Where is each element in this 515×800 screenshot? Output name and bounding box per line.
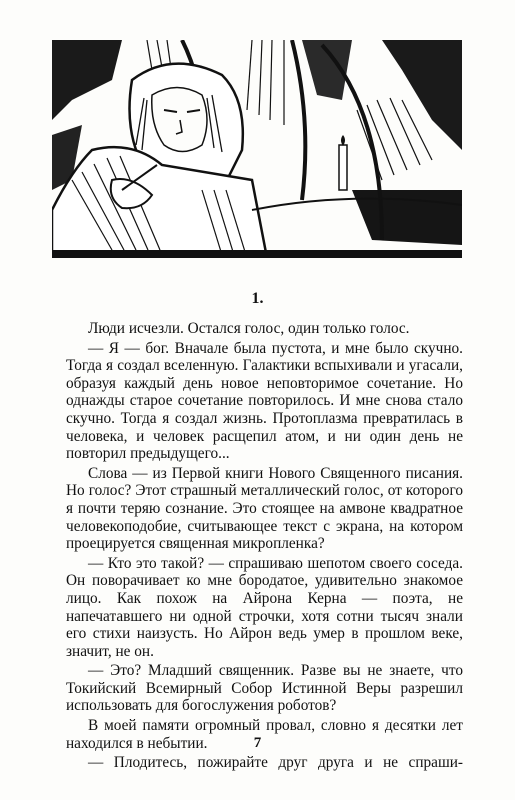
paragraph: — Это? Младший священник. Разве вы не знаете, что Токийский Всемирный Собор Истинной Веры разрешил использовать для богослужения роботов? [66, 662, 463, 715]
paragraph: — Я — бог. Вначале была пустота, и мне было скучно. Тогда я создал вселенную. Галактики вспыхивали и угасали, образуя каждый день новое неповторимое сочетание. Но однажды старое сочетание повторилось. И мне снова стало скучно. Тогда я создал жизнь. Протоплазма превратилась в человека, и человек расщепил атом, и ни один день не повторил предыдущего... [66, 339, 463, 463]
chapter-number: 1. [251, 290, 264, 307]
chapter-illustration [52, 40, 462, 258]
chapter-body [66, 320, 463, 772]
paragraph: Люди исчезли. Остался голос, один только голос. [88, 320, 410, 337]
paragraph: В моей памяти огромный провал, словно я десятки лет находился в небытии. [66, 717, 463, 752]
page-number: 7 [253, 735, 262, 751]
paragraph: — Плодитесь, пожирайте друг друга и не спраши- [88, 754, 463, 772]
paragraph: — Кто это такой? — спрашиваю шепотом своего соседа. Он поворачивает ко мне бородатое, удивительно знакомое лицо. Как похож на Айрона Керна — поэта, не напечатавшего ни одной строчки, хотя сотни тысяч знали его стихи наизусть. Но Айрон ведь умер в прошлом веке, значит, не он. [66, 554, 463, 660]
paragraph: Слова — из Первой книги Нового Священного писания. Но голос? Этот страшный металлический голос, от которого я почти теряю сознание. Это стоящее на амвоне квадратное человекоподобие, считывающее текст с экрана, на котором проецируется священная микропленка? [66, 464, 463, 553]
